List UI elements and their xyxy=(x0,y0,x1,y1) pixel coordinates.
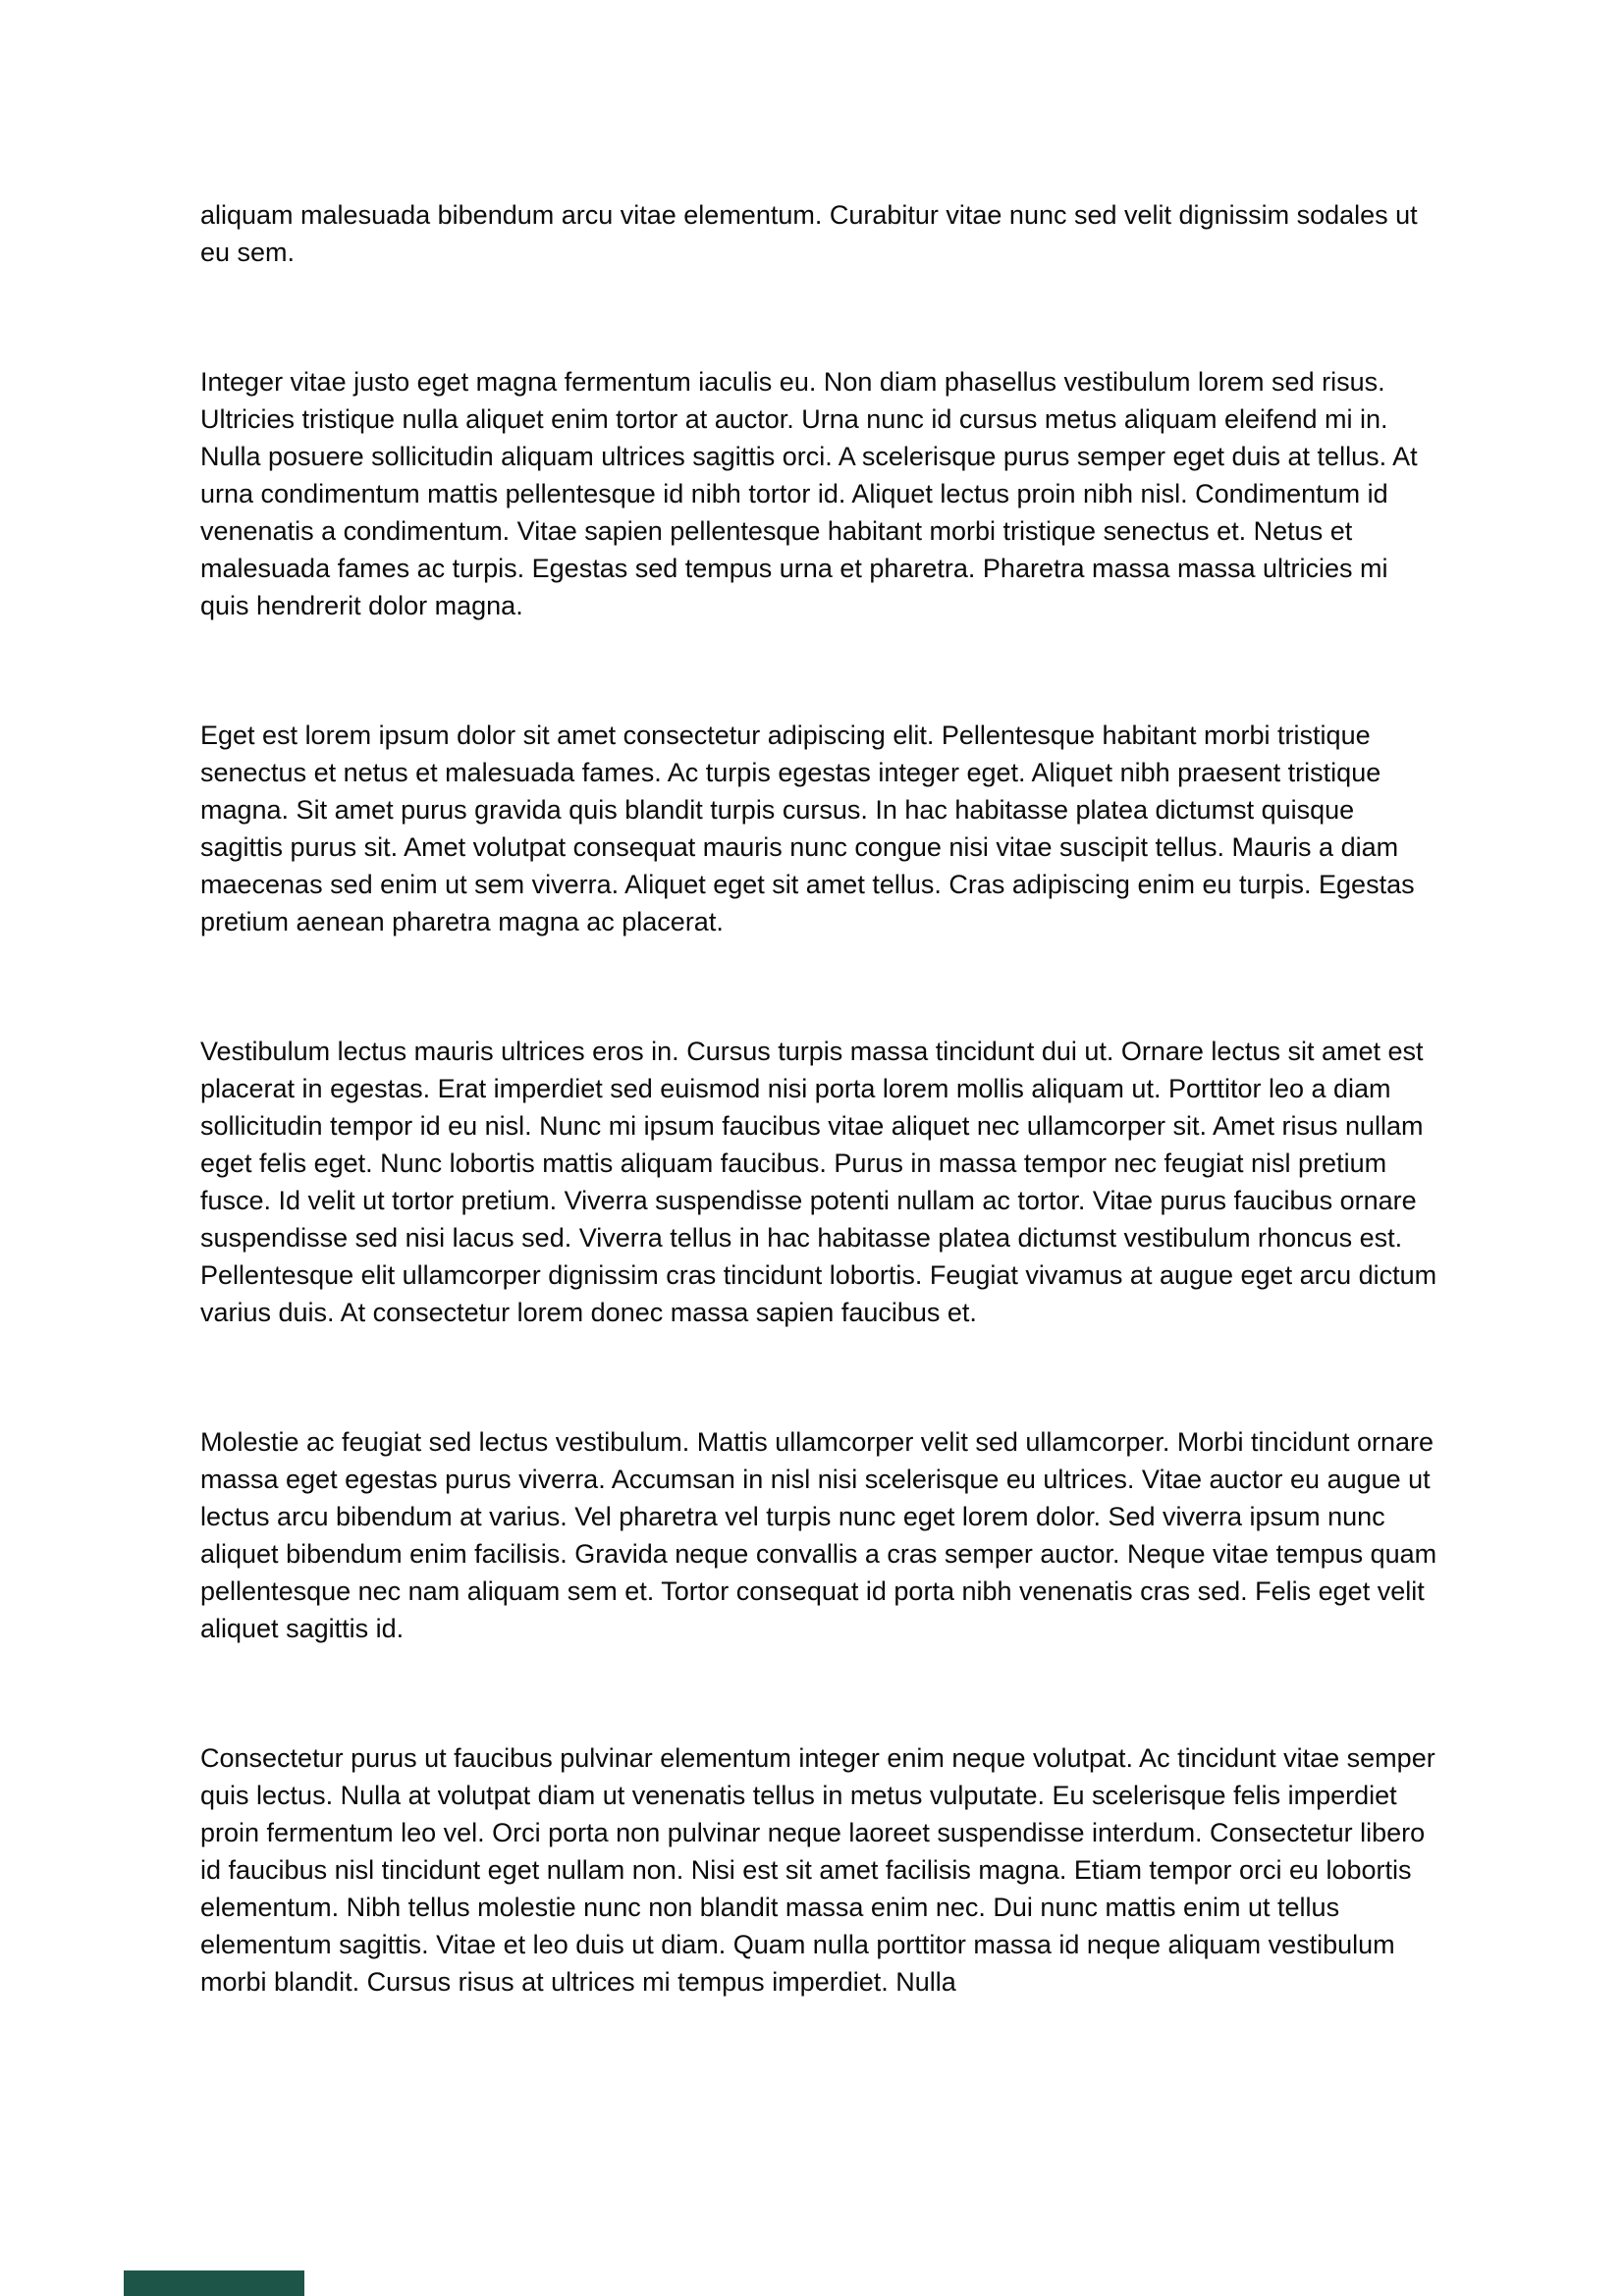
paragraph: Molestie ac feugiat sed lectus vestibulum. Mattis ullamcorper velit sed ullamcorper. Morbi tincidunt ornare massa eget egestas purus viverra. Accumsan in nisl nisi scelerisque eu ultrices. Vitae auctor eu augue ut lectus arcu bibendum at varius. Vel pharetra vel turpis nunc eget lorem dolor. Sed viverra ipsum nunc aliquet bibendum enim facilisis. Gravida neque convallis a cras semper auctor. Neque vitae tempus quam pellentesque nec nam aliquam sem et. Tortor consequat id porta nibh venenatis cras sed. Felis eget velit aliquet sagittis id. xyxy=(200,1427,1437,1643)
bottom-bar-fragment xyxy=(124,2270,304,2296)
paragraph: Eget est lorem ipsum dolor sit amet consectetur adipiscing elit. Pellentesque habitant morbi tristique senectus et netus et malesuada fames. Ac turpis egestas integer eget. Aliquet nibh praesent tristique magna. Sit amet purus gravida quis blandit turpis cursus. In hac habitasse platea dictumst quisque sagittis purus sit. Amet volutpat consequat mauris nunc congue nisi vitae suscipit tellus. Mauris a diam maecenas sed enim ut sem viverra. Aliquet eget sit amet tellus. Cras adipiscing enim eu turpis. Egestas pretium aenean pharetra magna ac placerat. xyxy=(200,721,1415,936)
paragraph: Integer vitae justo eget magna fermentum iaculis eu. Non diam phasellus vestibulum lorem sed risus. Ultricies tristique nulla aliquet enim tortor at auctor. Urna nunc id cursus metus aliquam eleifend mi in. Nulla posuere sollicitudin aliquam ultrices sagittis orci. A scelerisque purus semper eget duis at tellus. At urna condimentum mattis pellentesque id nibh tortor id. Aliquet lectus proin nibh nisl. Condimentum id venenatis a condimentum. Vitae sapien pellentesque habitant morbi tristique senectus et. Netus et malesuada fames ac turpis. Egestas sed tempus urna et pharetra. Pharetra massa massa ultricies mi quis hendrerit dolor magna. xyxy=(200,367,1418,620)
paragraph: Consectetur purus ut faucibus pulvinar elementum integer enim neque volutpat. Ac tincidunt vitae semper quis lectus. Nulla at volutpat diam ut venenatis tellus in metus vulputate. Eu scelerisque felis imperdiet proin fermentum leo vel. Orci porta non pulvinar neque laoreet suspendisse interdum. Consectetur libero id faucibus nisl tincidunt eget nullam non. Nisi est sit amet facilisis magna. Etiam tempor orci eu lobortis elementum. Nibh tellus molestie nunc non blandit massa enim nec. Dui nunc mattis enim ut tellus elementum sagittis. Vitae et leo duis ut diam. Quam nulla porttitor massa id neque aliquam vestibulum morbi blandit. Cursus risus at ultrices mi tempus imperdiet. Nulla xyxy=(200,1743,1435,1997)
paragraph: aliquam malesuada bibendum arcu vitae elementum. Curabitur vitae nunc sed velit dignissim sodales ut eu sem. xyxy=(200,200,1418,267)
paragraph: Vestibulum lectus mauris ultrices eros in. Cursus turpis massa tincidunt dui ut. Ornare lectus sit amet est placerat in egestas. Erat imperdiet sed euismod nisi porta lorem mollis aliquam ut. Porttitor leo a diam sollicitudin tempor id eu nisl. Nunc mi ipsum faucibus vitae aliquet nec ullamcorper sit. Amet risus nullam eget felis eget. Nunc lobortis mattis aliquam faucibus. Purus in massa tempor nec feugiat nisl pretium fusce. Id velit ut tortor pretium. Viverra suspendisse potenti nullam ac tortor. Vitae purus faucibus ornare suspendisse sed nisi lacus sed. Viverra tellus in hac habitasse platea dictumst vestibulum rhoncus est. Pellentesque elit ullamcorper dignissim cras tincidunt lobortis. Feugiat vivamus at augue eget arcu dictum varius duis. At consectetur lorem donec massa sapien faucibus et. xyxy=(200,1037,1437,1327)
document-body xyxy=(200,196,1443,2093)
